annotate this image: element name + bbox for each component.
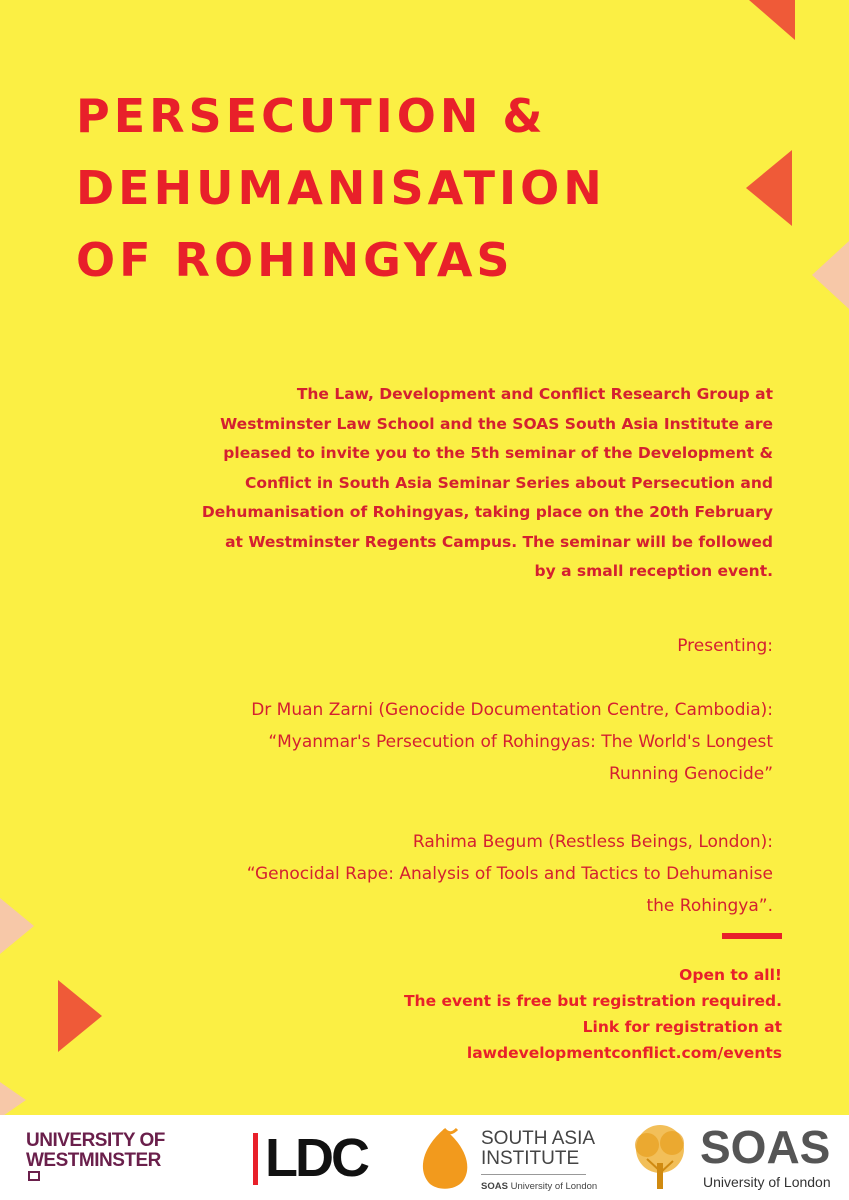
decorative-triangle	[812, 61, 849, 121]
portcullis-icon	[28, 1171, 40, 1181]
speaker-affiliation: (Restless Beings, London):	[542, 832, 773, 852]
closing-line: Open to all!	[679, 966, 782, 984]
registration-link[interactable]: lawdevelopmentconflict.com/events	[466, 1044, 782, 1062]
logo-text: SOUTH ASIA	[481, 1128, 596, 1149]
talk-title: “Myanmar's Persecution of Rohingyas: The World's Longest	[268, 732, 773, 752]
title-line: PERSECUTION &	[76, 89, 547, 143]
logo-text: WESTMINSTER	[26, 1151, 165, 1181]
intro-line: pleased to invite you to the 5th seminar of the Development &	[223, 444, 773, 462]
decorative-triangle	[746, 150, 792, 226]
speaker-heading	[73, 694, 773, 726]
intro-line: The Law, Development and Conflict Research Group at	[296, 385, 773, 403]
decorative-triangle	[749, 0, 795, 40]
registration-info	[82, 962, 782, 1066]
speaker-heading	[73, 826, 773, 858]
event-title	[76, 80, 606, 296]
intro-line: at Westminster Regents Campus. The seminar will be followed	[225, 532, 773, 551]
title-line: DEHUMANISATION	[76, 161, 606, 215]
decorative-triangle	[0, 898, 34, 954]
soas-logo: SOAS	[700, 1121, 831, 1173]
university-of-westminster-logo	[26, 1131, 165, 1181]
logo-text: UNIVERSITY OF	[26, 1130, 165, 1151]
south-asia-institute-logo	[481, 1129, 595, 1169]
divider	[722, 933, 782, 939]
tree-icon	[627, 1123, 693, 1193]
talk-title: “Genocidal Rape: Analysis of Tools and Tactics to Dehumanise	[246, 864, 773, 884]
intro-line: Dehumanisation of Rohingyas, taking place on the 20th February	[201, 503, 773, 521]
closing-line: Link for registration at	[582, 1018, 782, 1036]
ldc-bar	[253, 1133, 258, 1185]
talk-title: the Rohingya”.	[646, 896, 773, 916]
logo-subtext: SOAS University of London	[481, 1181, 598, 1192]
divider	[481, 1174, 586, 1175]
speaker-block	[73, 694, 773, 790]
intro-line: Westminster Law School and the SOAS South Asia Institute are	[220, 414, 773, 433]
presenting-label: Presenting:	[677, 636, 773, 656]
decorative-triangle	[812, 241, 849, 309]
ldc-logo: LDC	[265, 1128, 367, 1188]
logo-strip	[0, 1115, 849, 1200]
speaker-name: Rahima Begum	[412, 832, 543, 852]
speaker-affiliation: (Genocide Documentation Centre, Cambodia):	[372, 700, 773, 720]
intro-line: Conflict in South Asia Seminar Series about Persecution and	[244, 473, 773, 492]
title-line: OF ROHINGYAS	[76, 233, 514, 287]
leaf-icon	[415, 1125, 473, 1193]
logo-text: INSTITUTE	[481, 1148, 580, 1169]
speaker-name: Dr Muan Zarni	[251, 700, 373, 720]
decorative-triangle	[0, 1082, 26, 1118]
speaker-block	[73, 826, 773, 922]
logo-subtext: University of London	[703, 1174, 831, 1190]
intro-paragraph	[73, 380, 773, 587]
closing-line: The event is free but registration required.	[403, 992, 782, 1010]
talk-title: Running Genocide”	[609, 764, 773, 784]
intro-line: by a small reception event.	[534, 562, 773, 580]
